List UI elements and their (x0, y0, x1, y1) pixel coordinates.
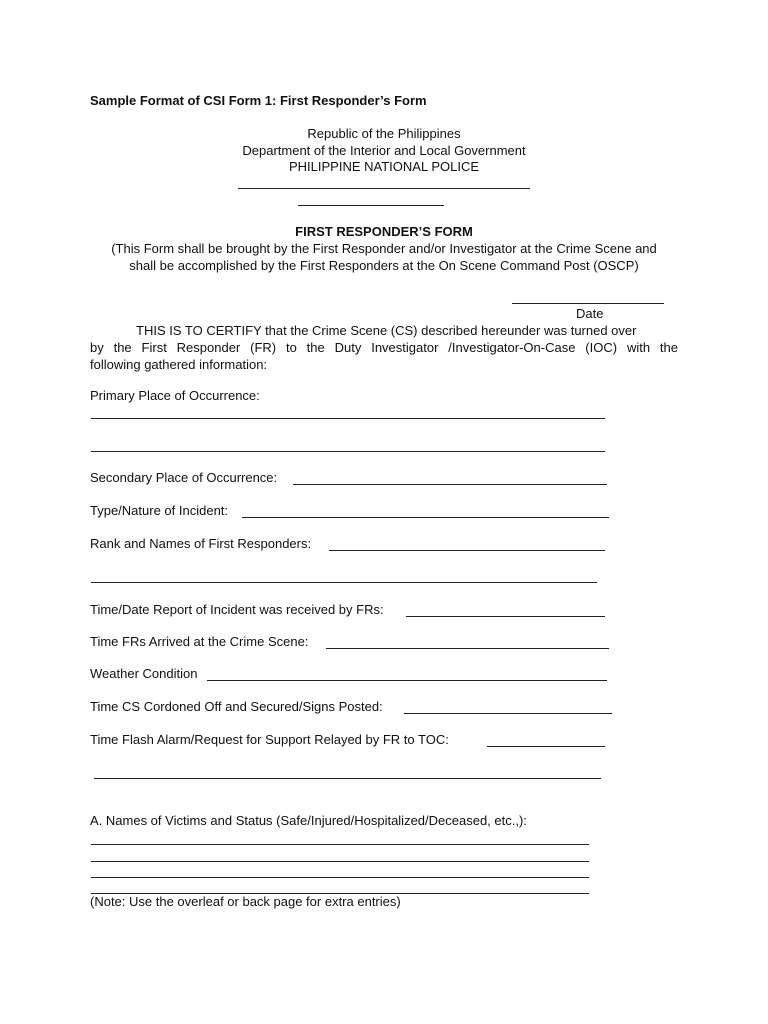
document-heading: Sample Format of CSI Form 1: First Responder’s Form (90, 93, 427, 108)
weather-label: Weather Condition (90, 666, 198, 681)
certify-line-1: THIS IS TO CERTIFY that the Crime Scene (CS) described hereunder was turned over (136, 323, 637, 338)
victims-note: (Note: Use the overleaf or back page for extra entries) (90, 894, 401, 909)
incident-type-label: Type/Nature of Incident: (90, 503, 229, 518)
form-title: FIRST RESPONDER’S FORM (295, 224, 473, 239)
office-line-2[interactable] (298, 205, 444, 206)
victims-label: A. Names of Victims and Status (Safe/Injured/Hospitalized/Deceased, etc.,): (90, 813, 527, 828)
first-responders-label: Rank and Names of First Responders: (90, 536, 312, 551)
office-line-1[interactable] (238, 188, 530, 189)
certify-line-2: by the First Responder (FR) to the Duty Investigator /Investigator-On-Case (IOC) with the (90, 340, 678, 355)
date-label: Date (576, 306, 604, 321)
letterhead-republic: Republic of the Philippines (307, 126, 461, 141)
letterhead (90, 126, 678, 176)
form-subtitle (90, 241, 678, 274)
cordoned-label: Time CS Cordoned Off and Secured/Signs Posted: (90, 699, 383, 714)
certification-paragraph (90, 322, 678, 373)
secondary-place-label: Secondary Place of Occurrence: (90, 470, 278, 485)
victims-line-1[interactable] (91, 844, 589, 845)
report-received-line[interactable] (406, 616, 605, 617)
secondary-place-line[interactable] (293, 484, 607, 485)
flash-alarm-line-1[interactable] (487, 746, 605, 747)
letterhead-agency: PHILIPPINE NATIONAL POLICE (289, 159, 479, 174)
first-responders-line-1[interactable] (329, 550, 605, 551)
cordoned-line[interactable] (404, 713, 612, 714)
date-line[interactable] (512, 303, 664, 304)
victims-line-2[interactable] (91, 861, 589, 862)
report-received-label: Time/Date Report of Incident was received by FRs: (90, 602, 384, 617)
arrival-time-label: Time FRs Arrived at the Crime Scene: (90, 634, 309, 649)
form-subtitle-line-1: (This Form shall be brought by the First Responder and/or Investigator at the Crime Scene and (111, 241, 657, 256)
victims-line-3[interactable] (91, 877, 589, 878)
incident-type-line[interactable] (242, 517, 609, 518)
primary-place-line-1[interactable] (91, 418, 605, 419)
arrival-time-line[interactable] (326, 648, 609, 649)
flash-alarm-line-2[interactable] (94, 778, 601, 779)
certify-line-3: following gathered information: (90, 357, 268, 372)
letterhead-department: Department of the Interior and Local Government (242, 142, 526, 158)
primary-place-line-2[interactable] (91, 451, 605, 452)
first-responders-line-2[interactable] (91, 582, 597, 583)
flash-alarm-label: Time Flash Alarm/Request for Support Relayed by FR to TOC: (90, 732, 449, 747)
form-subtitle-line-2: shall be accomplished by the First Responders at the On Scene Command Post (OSCP) (129, 257, 639, 273)
primary-place-label: Primary Place of Occurrence: (90, 388, 260, 403)
weather-line[interactable] (207, 680, 607, 681)
